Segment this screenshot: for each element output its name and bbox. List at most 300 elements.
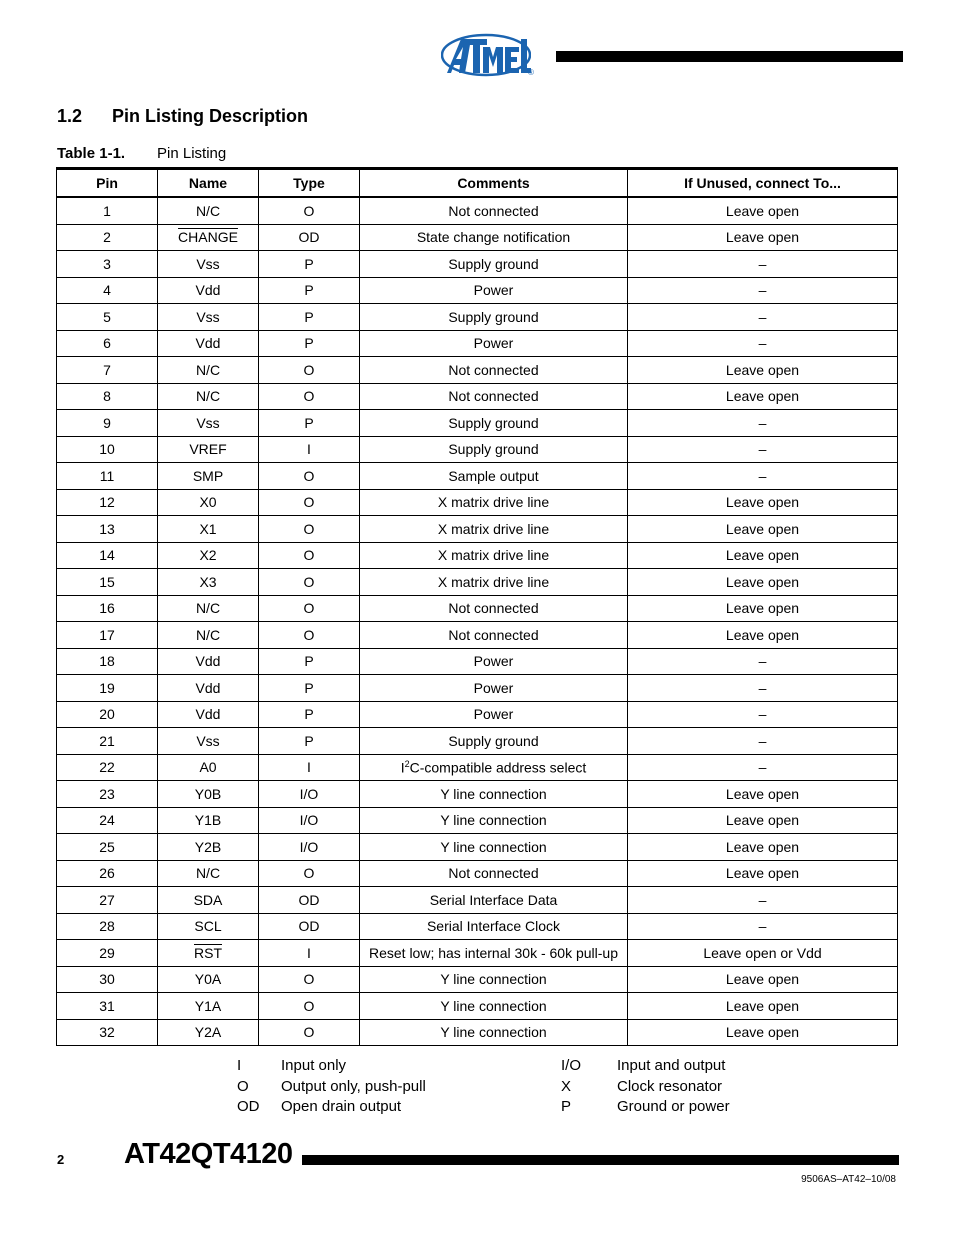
cell-name xyxy=(158,516,259,543)
pin-name: Vdd xyxy=(195,653,221,670)
table-row xyxy=(57,754,898,781)
legend-key: OD xyxy=(237,1098,260,1116)
cell-comment xyxy=(360,410,628,437)
cell-comment xyxy=(360,251,628,278)
page-number: 2 xyxy=(57,1152,65,1167)
comment-text: Power xyxy=(473,282,514,299)
cell-name xyxy=(158,1019,259,1046)
comment-text: Y line connection xyxy=(440,971,547,988)
footer-rule xyxy=(302,1155,899,1165)
cell-comment xyxy=(360,277,628,304)
pin-name: Vss xyxy=(196,308,220,325)
pin-name: SDA xyxy=(193,891,223,908)
table-header-row xyxy=(57,169,898,198)
cell-type: O xyxy=(259,595,360,622)
pin-name: Y2A xyxy=(194,1024,222,1041)
table-caption-title: Pin Listing xyxy=(157,145,227,162)
cell-type: O xyxy=(259,516,360,543)
cell-name xyxy=(158,410,259,437)
cell-pin: 25 xyxy=(57,834,158,861)
comment-prefix: I xyxy=(400,759,405,776)
cell-comment xyxy=(360,436,628,463)
pin-name: Vss xyxy=(196,255,220,272)
comment-text: Supply ground xyxy=(448,308,539,325)
cell-pin: 21 xyxy=(57,728,158,755)
table-row xyxy=(57,993,898,1020)
pin-name: Y1A xyxy=(194,997,222,1014)
cell-name xyxy=(158,834,259,861)
legend-item xyxy=(237,1056,426,1077)
legend-item xyxy=(561,1077,730,1098)
cell-name xyxy=(158,940,259,967)
cell-comment xyxy=(360,622,628,649)
cell-name xyxy=(158,622,259,649)
cell-comment xyxy=(360,993,628,1020)
cell-type: P xyxy=(259,304,360,331)
table-row xyxy=(57,277,898,304)
cell-pin: 29 xyxy=(57,940,158,967)
cell-pin: 15 xyxy=(57,569,158,596)
table-row xyxy=(57,542,898,569)
table-row xyxy=(57,781,898,808)
cell-comment xyxy=(360,860,628,887)
comment-text: Reset low; has internal 30k - 60k pull-up xyxy=(368,944,619,961)
cell-if-unused: Leave open or Vdd xyxy=(628,940,898,967)
cell-comment xyxy=(360,330,628,357)
cell-type: P xyxy=(259,330,360,357)
cell-if-unused: Leave open xyxy=(628,966,898,993)
cell-if-unused: Leave open xyxy=(628,993,898,1020)
pin-listing-table xyxy=(56,167,898,1046)
pin-name: X1 xyxy=(199,520,217,537)
cell-pin: 9 xyxy=(57,410,158,437)
cell-name xyxy=(158,648,259,675)
cell-pin: 4 xyxy=(57,277,158,304)
cell-if-unused: – xyxy=(628,701,898,728)
table-body xyxy=(57,197,898,1046)
comment-text: Not connected xyxy=(448,600,539,617)
cell-type: O xyxy=(259,542,360,569)
cell-pin: 26 xyxy=(57,860,158,887)
table-row xyxy=(57,197,898,224)
pin-name: N/C xyxy=(195,361,221,378)
cell-pin: 18 xyxy=(57,648,158,675)
cell-name xyxy=(158,675,259,702)
table-row xyxy=(57,595,898,622)
pin-name: CHANGE xyxy=(178,229,238,246)
cell-comment xyxy=(360,807,628,834)
table-caption-label: Table 1-1. xyxy=(57,145,126,162)
cell-pin: 2 xyxy=(57,224,158,251)
pin-name: Vss xyxy=(196,732,220,749)
cell-comment xyxy=(360,463,628,490)
comment-text: Power xyxy=(473,679,514,696)
cell-name xyxy=(158,569,259,596)
comment-text: Sample output xyxy=(448,467,539,484)
cell-comment xyxy=(360,516,628,543)
cell-pin: 23 xyxy=(57,781,158,808)
cell-if-unused: Leave open xyxy=(628,383,898,410)
cell-name xyxy=(158,887,259,914)
comment-superscript: 2 xyxy=(404,758,410,769)
comment-text: X matrix drive line xyxy=(437,520,550,537)
pin-name: Y1B xyxy=(194,812,222,829)
cell-if-unused: – xyxy=(628,304,898,331)
cell-if-unused: Leave open xyxy=(628,516,898,543)
legend-desc: Ground or power xyxy=(617,1098,730,1116)
comment-text: State change notification xyxy=(416,229,571,246)
cell-if-unused: Leave open xyxy=(628,224,898,251)
table-row xyxy=(57,887,898,914)
legend-right xyxy=(561,1056,730,1118)
pin-name: X2 xyxy=(199,547,217,564)
pin-name: VREF xyxy=(189,441,227,458)
pin-name: Vdd xyxy=(195,335,221,352)
section-heading xyxy=(57,106,308,127)
cell-name xyxy=(158,807,259,834)
cell-type: P xyxy=(259,251,360,278)
col-header-name: Name xyxy=(158,169,259,198)
table-row xyxy=(57,410,898,437)
table-row xyxy=(57,516,898,543)
cell-type: I/O xyxy=(259,834,360,861)
comment-text: Serial Interface Data xyxy=(429,891,558,908)
cell-if-unused: – xyxy=(628,436,898,463)
table-row xyxy=(57,357,898,384)
cell-comment xyxy=(360,304,628,331)
header-rule xyxy=(556,51,903,62)
cell-name xyxy=(158,728,259,755)
table-row xyxy=(57,436,898,463)
legend-key: X xyxy=(561,1077,572,1095)
comment-text: Supply ground xyxy=(448,441,539,458)
legend-key: I xyxy=(237,1057,242,1074)
col-header-if-unused: If Unused, connect To... xyxy=(628,169,898,198)
pin-name: Vdd xyxy=(195,706,221,723)
cell-type: I xyxy=(259,754,360,781)
cell-name xyxy=(158,463,259,490)
col-header-comments: Comments xyxy=(360,169,628,198)
table-row xyxy=(57,463,898,490)
cell-type: O xyxy=(259,197,360,224)
cell-comment xyxy=(360,887,628,914)
cell-type: OD xyxy=(259,913,360,940)
cell-name xyxy=(158,224,259,251)
cell-comment xyxy=(360,197,628,224)
cell-type: OD xyxy=(259,887,360,914)
cell-type: P xyxy=(259,701,360,728)
table-row xyxy=(57,622,898,649)
comment-text: Power xyxy=(473,653,514,670)
legend-desc: Clock resonator xyxy=(617,1077,723,1095)
table-row xyxy=(57,860,898,887)
document-code: 9506AS–AT42–10/08 xyxy=(801,1174,896,1185)
cell-type: P xyxy=(259,410,360,437)
cell-if-unused: Leave open xyxy=(628,781,898,808)
comment-text: Not connected xyxy=(448,202,539,219)
legend-desc: Input only xyxy=(281,1057,347,1074)
cell-type: O xyxy=(259,993,360,1020)
comment-text: Y line connection xyxy=(440,785,547,802)
cell-type: O xyxy=(259,383,360,410)
pin-name: Vdd xyxy=(195,282,221,299)
cell-name xyxy=(158,489,259,516)
table-row xyxy=(57,940,898,967)
cell-type: O xyxy=(259,357,360,384)
cell-name xyxy=(158,966,259,993)
cell-name xyxy=(158,251,259,278)
cell-type: O xyxy=(259,622,360,649)
cell-pin: 24 xyxy=(57,807,158,834)
cell-name xyxy=(158,197,259,224)
cell-type: I/O xyxy=(259,807,360,834)
cell-pin: 22 xyxy=(57,754,158,781)
comment-text: Y line connection xyxy=(440,812,547,829)
legend-item xyxy=(237,1077,426,1098)
comment-text: Not connected xyxy=(448,865,539,882)
comment-text: X matrix drive line xyxy=(437,547,550,564)
cell-if-unused: Leave open xyxy=(628,357,898,384)
comment-text: Supply ground xyxy=(448,414,539,431)
comment-text: X matrix drive line xyxy=(437,573,550,590)
cell-name xyxy=(158,357,259,384)
cell-comment xyxy=(360,224,628,251)
cell-pin: 5 xyxy=(57,304,158,331)
cell-name xyxy=(158,860,259,887)
table-row xyxy=(57,251,898,278)
pin-name: Vdd xyxy=(195,679,221,696)
cell-if-unused: Leave open xyxy=(628,595,898,622)
pin-name: Y2B xyxy=(194,838,222,855)
cell-comment xyxy=(360,913,628,940)
pin-name: Vss xyxy=(196,414,220,431)
cell-name xyxy=(158,913,259,940)
cell-comment xyxy=(360,966,628,993)
table-row xyxy=(57,1019,898,1046)
legend-desc: Input and output xyxy=(617,1057,726,1074)
cell-name xyxy=(158,993,259,1020)
cell-name xyxy=(158,754,259,781)
cell-pin: 17 xyxy=(57,622,158,649)
section-number: 1.2 xyxy=(57,106,83,126)
cell-if-unused: – xyxy=(628,463,898,490)
legend-key: I/O xyxy=(561,1057,582,1074)
cell-type: I xyxy=(259,436,360,463)
cell-if-unused: Leave open xyxy=(628,489,898,516)
col-header-pin: Pin xyxy=(57,169,158,198)
cell-type: I/O xyxy=(259,781,360,808)
pin-name: N/C xyxy=(195,388,221,405)
comment-text: Supply ground xyxy=(448,255,539,272)
cell-pin: 10 xyxy=(57,436,158,463)
table-row xyxy=(57,728,898,755)
pin-name: N/C xyxy=(195,626,221,643)
cell-pin: 7 xyxy=(57,357,158,384)
comment-text: Serial Interface Clock xyxy=(426,918,561,935)
cell-pin: 12 xyxy=(57,489,158,516)
table-row xyxy=(57,224,898,251)
cell-pin: 28 xyxy=(57,913,158,940)
cell-comment xyxy=(360,542,628,569)
cell-type: P xyxy=(259,277,360,304)
cell-type: OD xyxy=(259,224,360,251)
table-row xyxy=(57,966,898,993)
comment-text: C-compatible address select xyxy=(409,759,587,776)
cell-if-unused: – xyxy=(628,913,898,940)
cell-name xyxy=(158,277,259,304)
table-row xyxy=(57,834,898,861)
cell-comment xyxy=(360,940,628,967)
cell-if-unused: Leave open xyxy=(628,197,898,224)
legend-item xyxy=(237,1097,426,1118)
comment-text: Power xyxy=(473,706,514,723)
pin-name: N/C xyxy=(195,600,221,617)
comment-text: Not connected xyxy=(448,388,539,405)
legend-key: O xyxy=(237,1077,249,1095)
cell-pin: 16 xyxy=(57,595,158,622)
cell-if-unused: – xyxy=(628,251,898,278)
col-header-type: Type xyxy=(259,169,360,198)
legend-desc: Output only, push-pull xyxy=(281,1077,426,1095)
cell-if-unused: Leave open xyxy=(628,834,898,861)
cell-comment xyxy=(360,383,628,410)
cell-name xyxy=(158,701,259,728)
cell-name xyxy=(158,542,259,569)
cell-if-unused: – xyxy=(628,754,898,781)
registered-mark: ® xyxy=(528,68,534,77)
cell-pin: 31 xyxy=(57,993,158,1020)
cell-type: O xyxy=(259,489,360,516)
cell-comment xyxy=(360,781,628,808)
cell-name xyxy=(158,781,259,808)
pin-name: Y0A xyxy=(194,971,222,988)
cell-pin: 30 xyxy=(57,966,158,993)
pin-name: N/C xyxy=(195,865,221,882)
legend-key: P xyxy=(561,1098,572,1116)
product-name: AT42QT4120 xyxy=(124,1138,293,1170)
cell-type: P xyxy=(259,675,360,702)
cell-if-unused: – xyxy=(628,728,898,755)
table-row xyxy=(57,489,898,516)
cell-comment xyxy=(360,1019,628,1046)
legend-item xyxy=(561,1097,730,1118)
legend-item xyxy=(561,1056,730,1077)
cell-comment xyxy=(360,675,628,702)
comment-text: Y line connection xyxy=(440,838,547,855)
cell-if-unused: Leave open xyxy=(628,807,898,834)
cell-type: O xyxy=(259,966,360,993)
cell-name xyxy=(158,595,259,622)
cell-comment xyxy=(360,701,628,728)
cell-pin: 11 xyxy=(57,463,158,490)
pin-name: N/C xyxy=(195,202,221,219)
comment-text: Y line connection xyxy=(440,997,547,1014)
cell-comment xyxy=(360,489,628,516)
cell-type: I xyxy=(259,940,360,967)
pin-name: SCL xyxy=(194,918,222,935)
cell-name xyxy=(158,330,259,357)
table-row xyxy=(57,701,898,728)
cell-comment xyxy=(360,648,628,675)
table-row xyxy=(57,675,898,702)
table-row xyxy=(57,383,898,410)
cell-pin: 32 xyxy=(57,1019,158,1046)
comment-text: Not connected xyxy=(448,361,539,378)
comment-text: Y line connection xyxy=(440,1024,547,1041)
comment-text: X matrix drive line xyxy=(437,494,550,511)
pin-name: $\overline{RST}$ xyxy=(194,944,222,961)
comment-text: Not connected xyxy=(448,626,539,643)
table-caption xyxy=(57,145,226,162)
cell-name xyxy=(158,304,259,331)
table-row xyxy=(57,569,898,596)
cell-type: O xyxy=(259,1019,360,1046)
cell-comment xyxy=(360,595,628,622)
section-title: Pin Listing Description xyxy=(112,106,309,126)
cell-if-unused: Leave open xyxy=(628,542,898,569)
cell-pin: 19 xyxy=(57,675,158,702)
cell-if-unused: – xyxy=(628,330,898,357)
cell-pin: 27 xyxy=(57,887,158,914)
table-row xyxy=(57,648,898,675)
cell-type: O xyxy=(259,860,360,887)
cell-if-unused: – xyxy=(628,277,898,304)
cell-comment xyxy=(360,728,628,755)
cell-pin: 20 xyxy=(57,701,158,728)
cell-if-unused: – xyxy=(628,887,898,914)
cell-if-unused: – xyxy=(628,410,898,437)
pin-name: X3 xyxy=(199,573,217,590)
atmel-logo xyxy=(441,33,539,79)
cell-if-unused: Leave open xyxy=(628,1019,898,1046)
cell-pin: 6 xyxy=(57,330,158,357)
pin-name: Y0B xyxy=(194,785,222,802)
cell-pin: 1 xyxy=(57,197,158,224)
legend-desc: Open drain output xyxy=(281,1098,402,1116)
cell-pin: 3 xyxy=(57,251,158,278)
legend-left xyxy=(237,1056,426,1118)
cell-type: O xyxy=(259,569,360,596)
cell-if-unused: – xyxy=(628,648,898,675)
cell-name xyxy=(158,436,259,463)
cell-type: P xyxy=(259,728,360,755)
cell-pin: 8 xyxy=(57,383,158,410)
table-row xyxy=(57,807,898,834)
cell-if-unused: Leave open xyxy=(628,569,898,596)
pin-name: A0 xyxy=(199,759,217,776)
cell-pin: 13 xyxy=(57,516,158,543)
table-row xyxy=(57,913,898,940)
cell-comment xyxy=(360,569,628,596)
cell-comment xyxy=(360,357,628,384)
cell-type: P xyxy=(259,648,360,675)
pin-name: X0 xyxy=(199,494,217,511)
table-row xyxy=(57,330,898,357)
cell-pin: 14 xyxy=(57,542,158,569)
table-row xyxy=(57,304,898,331)
cell-if-unused: Leave open xyxy=(628,622,898,649)
comment-text: Power xyxy=(473,335,514,352)
cell-type: O xyxy=(259,463,360,490)
cell-name xyxy=(158,383,259,410)
cell-comment xyxy=(360,754,628,781)
comment-text: Supply ground xyxy=(448,732,539,749)
cell-if-unused: – xyxy=(628,675,898,702)
cell-if-unused: Leave open xyxy=(628,860,898,887)
atmel-logo-mark xyxy=(441,33,531,77)
pin-name: SMP xyxy=(192,467,224,484)
cell-comment xyxy=(360,834,628,861)
